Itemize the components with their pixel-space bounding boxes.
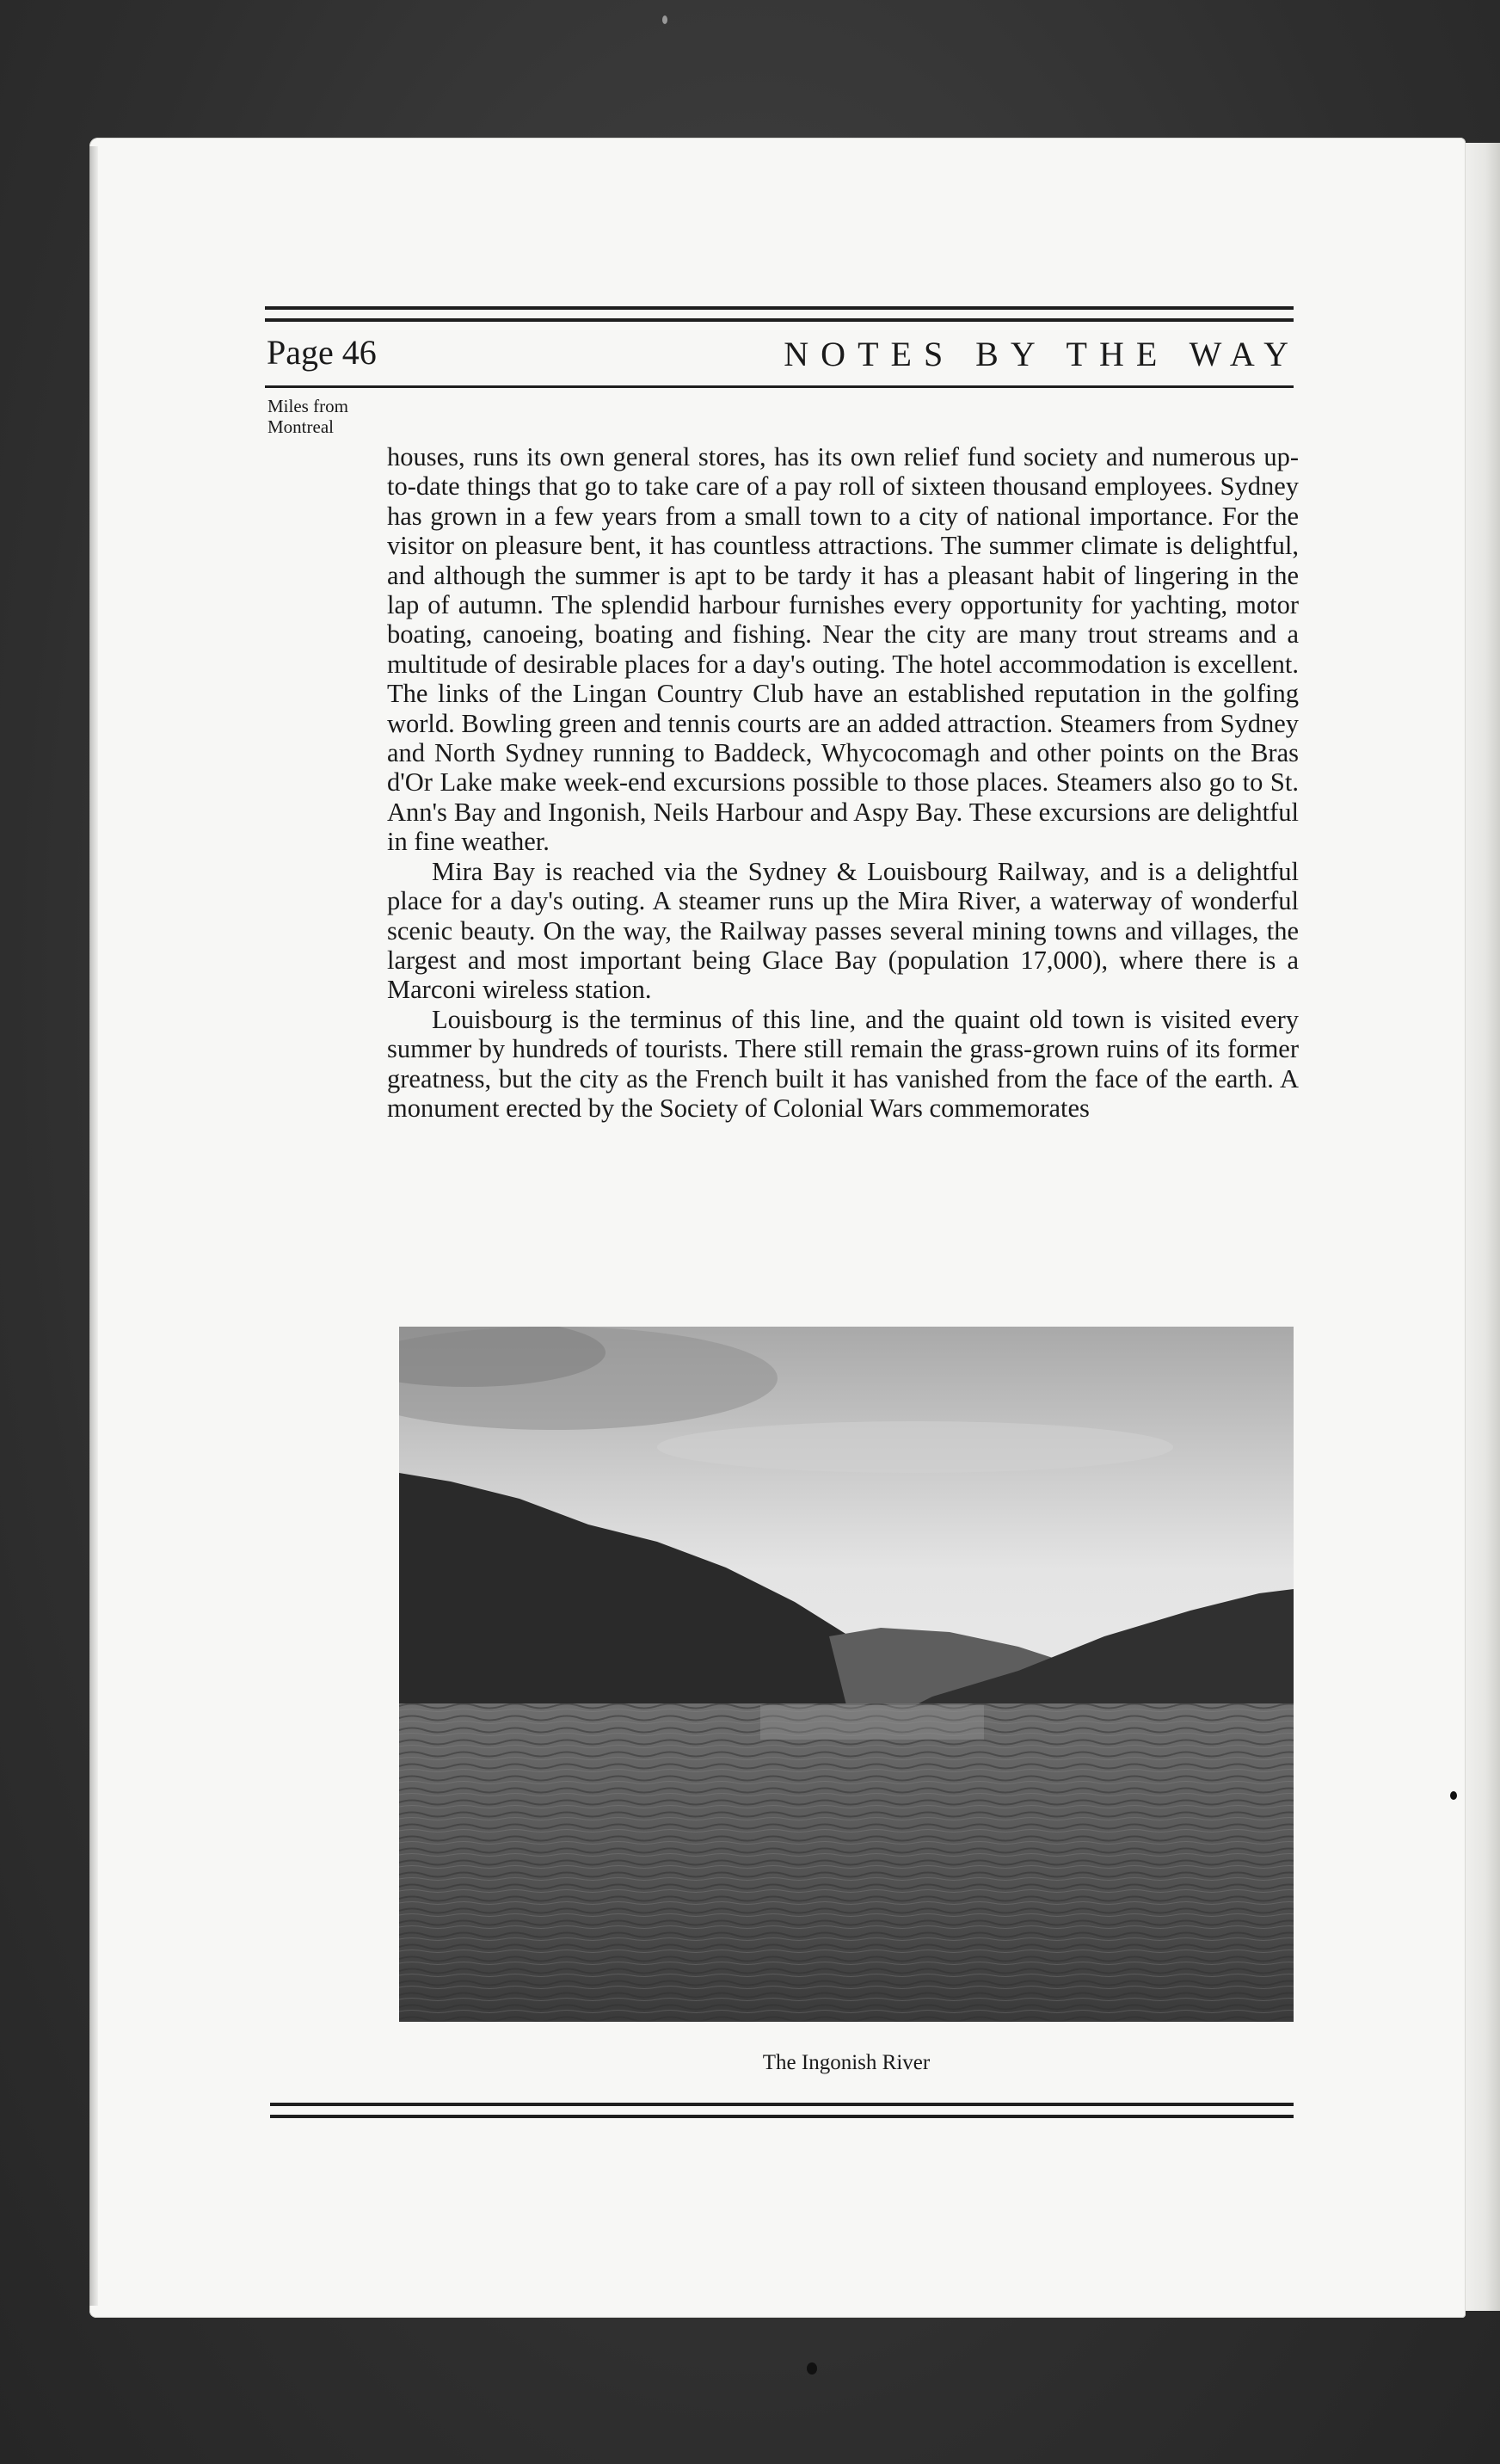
- margin-note: [267, 396, 405, 437]
- footer-rule: [270, 2103, 1294, 2118]
- page-binding-shadow: [89, 146, 98, 2306]
- running-title: NOTES BY THE WAY: [784, 335, 1300, 373]
- river-photograph: [399, 1327, 1294, 2022]
- paragraph-2: Mira Bay is reached via the Sydney & Louisbourg Railway, and is a delightful place for a day's outing. A steamer runs up the Mira River, a waterway of wonderful scenic beauty. On the way, the Railway passes several mining towns and villages, the largest and most important being Glace Bay (population 17,000), where there is a Marconi wireless station.: [387, 856, 1299, 1005]
- margin-note-line-1: Miles from: [267, 396, 348, 416]
- scan-speck: [807, 2362, 817, 2375]
- next-page-edge: [1464, 143, 1500, 2311]
- page-number: Page 46: [267, 333, 377, 372]
- header-bottom-rule: [265, 385, 1294, 388]
- header-top-rule: [265, 306, 1294, 322]
- photo-caption: The Ingonish River: [762, 2051, 931, 2074]
- paragraph-3: Louisbourg is the terminus of this line, and the quaint old town is visited every summer by hundreds of tourists. There still remain the grass-grown ruins of its former greatness, but the city as the French built it has vanished from the face of the earth. A monument erected by the Society of Colonial Wars commemorates: [387, 1004, 1299, 1123]
- scan-speck: [662, 15, 667, 24]
- paragraph-1: houses, runs its own general stores, has its own relief fund society and numerous up-to-date things that go to take care of a pay roll of sixteen thousand employees. Sydney has grown in a few years from a small town to a city of national importance. For the visitor on pleasure bent, it has countless attractions. The summer climate is delightful, and although the summer is apt to be tardy it has a pleasant habit of lingering in the lap of autumn. The splendid harbour furnishes every opportunity for yachting, motor boating, canoeing, boating and fishing. Near the city are many trout streams and a multitude of desirable places for a day's outing. The hotel accommodation is excellent. The links of the Lingan Country Club have an established reputation in the golfing world. Bowling green and tennis courts are an added attraction. Steamers from Sydney and North Sydney running to Baddeck, Whycocomagh and other points on the Bras d'Or Lake make week-end excursions possible to those places. Steamers also go to St. Ann's Bay and Ingonish, Neils Harbour and Aspy Bay. These excursions are delightful in fine weather.: [387, 442, 1299, 857]
- margin-note-line-2: Montreal: [267, 416, 334, 437]
- scan-speck: [1450, 1791, 1457, 1800]
- body-text: [387, 442, 1299, 1123]
